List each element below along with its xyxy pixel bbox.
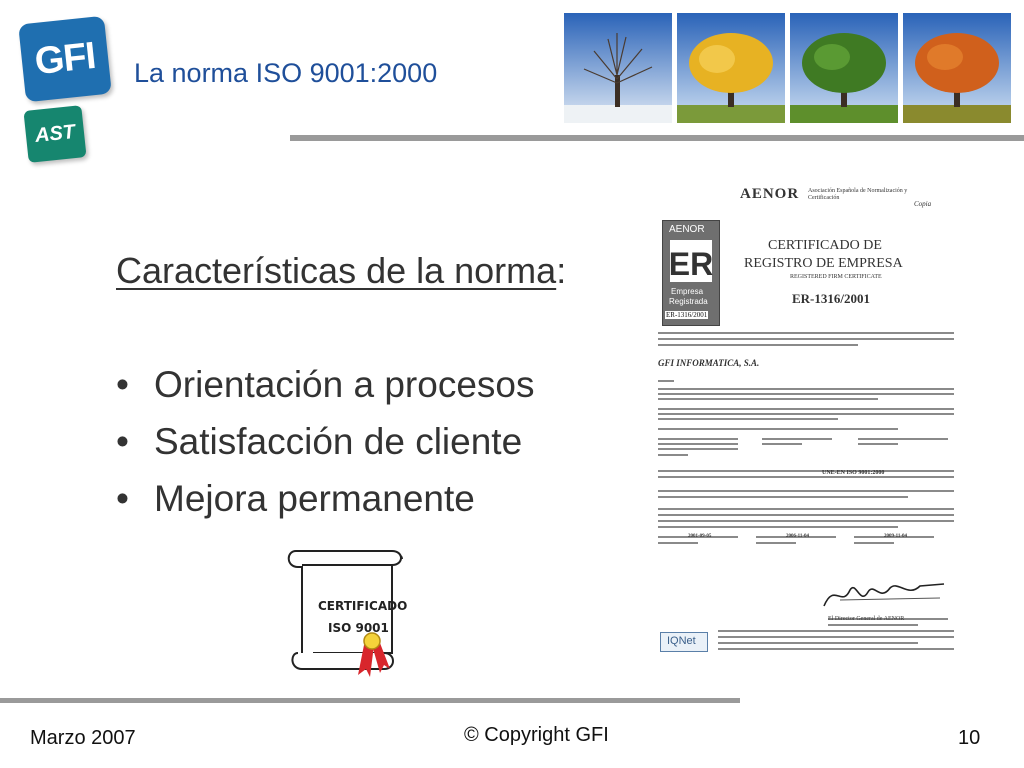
bullet-item	[116, 364, 534, 406]
section-heading-text: Características de la norma	[116, 250, 557, 291]
cert-company: GFI INFORMATICA, S.A.	[658, 358, 760, 368]
badge-line1: Empresa	[671, 287, 704, 296]
bullet-dot: •	[116, 364, 129, 405]
bullet-dot: •	[116, 478, 129, 519]
iqnet-text: IQNet	[667, 635, 696, 647]
iqnet-logo	[660, 632, 708, 652]
scroll-icon	[284, 545, 424, 685]
section-heading-colon: :	[556, 250, 567, 291]
header-divider	[290, 135, 1024, 141]
cert-signature-caption: El Director General de AENOR	[828, 616, 905, 622]
slide-title: La norma ISO 9001:2000	[134, 58, 438, 88]
aenor-er-badge	[662, 220, 720, 326]
cert-heading-en: REGISTERED FIRM CERTIFICATE	[790, 274, 882, 280]
cert-date-expiry: 2009-11-04	[884, 534, 908, 539]
ast-logo	[23, 105, 86, 163]
gfi-logo	[18, 16, 112, 103]
scroll-certificate-illustration	[284, 545, 424, 685]
bullet-text: Satisfacción de cliente	[154, 421, 523, 462]
footer-copyright: © Copyright GFI	[464, 724, 609, 746]
signature-image	[820, 578, 950, 614]
cert-heading-line1: CERTIFICADO DE	[768, 238, 882, 253]
cert-heading-line2: REGISTRO DE EMPRESA	[744, 256, 903, 271]
footer-date: Marzo 2007	[30, 727, 136, 749]
cert-issuer: AENOR	[740, 186, 800, 202]
section-heading	[116, 250, 566, 292]
bullet-text: Orientación a procesos	[154, 364, 535, 405]
badge-line2: Registrada	[669, 297, 708, 306]
aenor-certificate-image	[652, 180, 962, 680]
svg-text:ER: ER	[669, 246, 713, 282]
cert-date-renewal: 2006-11-04	[786, 534, 810, 539]
page-number: 10	[958, 727, 981, 749]
bullet-item	[116, 478, 475, 520]
scroll-text-line2: ISO 9001	[328, 621, 389, 635]
cert-number: ER-1316/2001	[792, 291, 870, 306]
tree-autumn-yellow-image	[677, 13, 785, 123]
bullet-dot: •	[116, 421, 129, 462]
scroll-text-line1: CERTIFICADO	[318, 599, 408, 613]
badge-top-text: AENOR	[669, 224, 705, 235]
cert-date-issue: 2001-09-05	[688, 534, 712, 539]
bullet-item	[116, 421, 522, 463]
footer-divider	[0, 698, 740, 703]
cert-copy-label: Copia	[914, 200, 932, 208]
tree-summer-image	[790, 13, 898, 123]
cert-issuer-full: Asociación Española de Normalización y Certificación	[808, 188, 908, 201]
badge-number: ER-1316/2001	[666, 311, 708, 319]
er-mark-icon	[669, 239, 713, 283]
ast-logo-text: AST	[33, 120, 76, 147]
cert-standard: UNE-EN ISO 9001:2000	[822, 470, 885, 476]
tree-autumn-orange-image	[903, 13, 1011, 123]
tree-winter-image	[564, 13, 672, 123]
bullet-text: Mejora permanente	[154, 478, 475, 519]
gfi-logo-text: GFI	[32, 34, 98, 83]
